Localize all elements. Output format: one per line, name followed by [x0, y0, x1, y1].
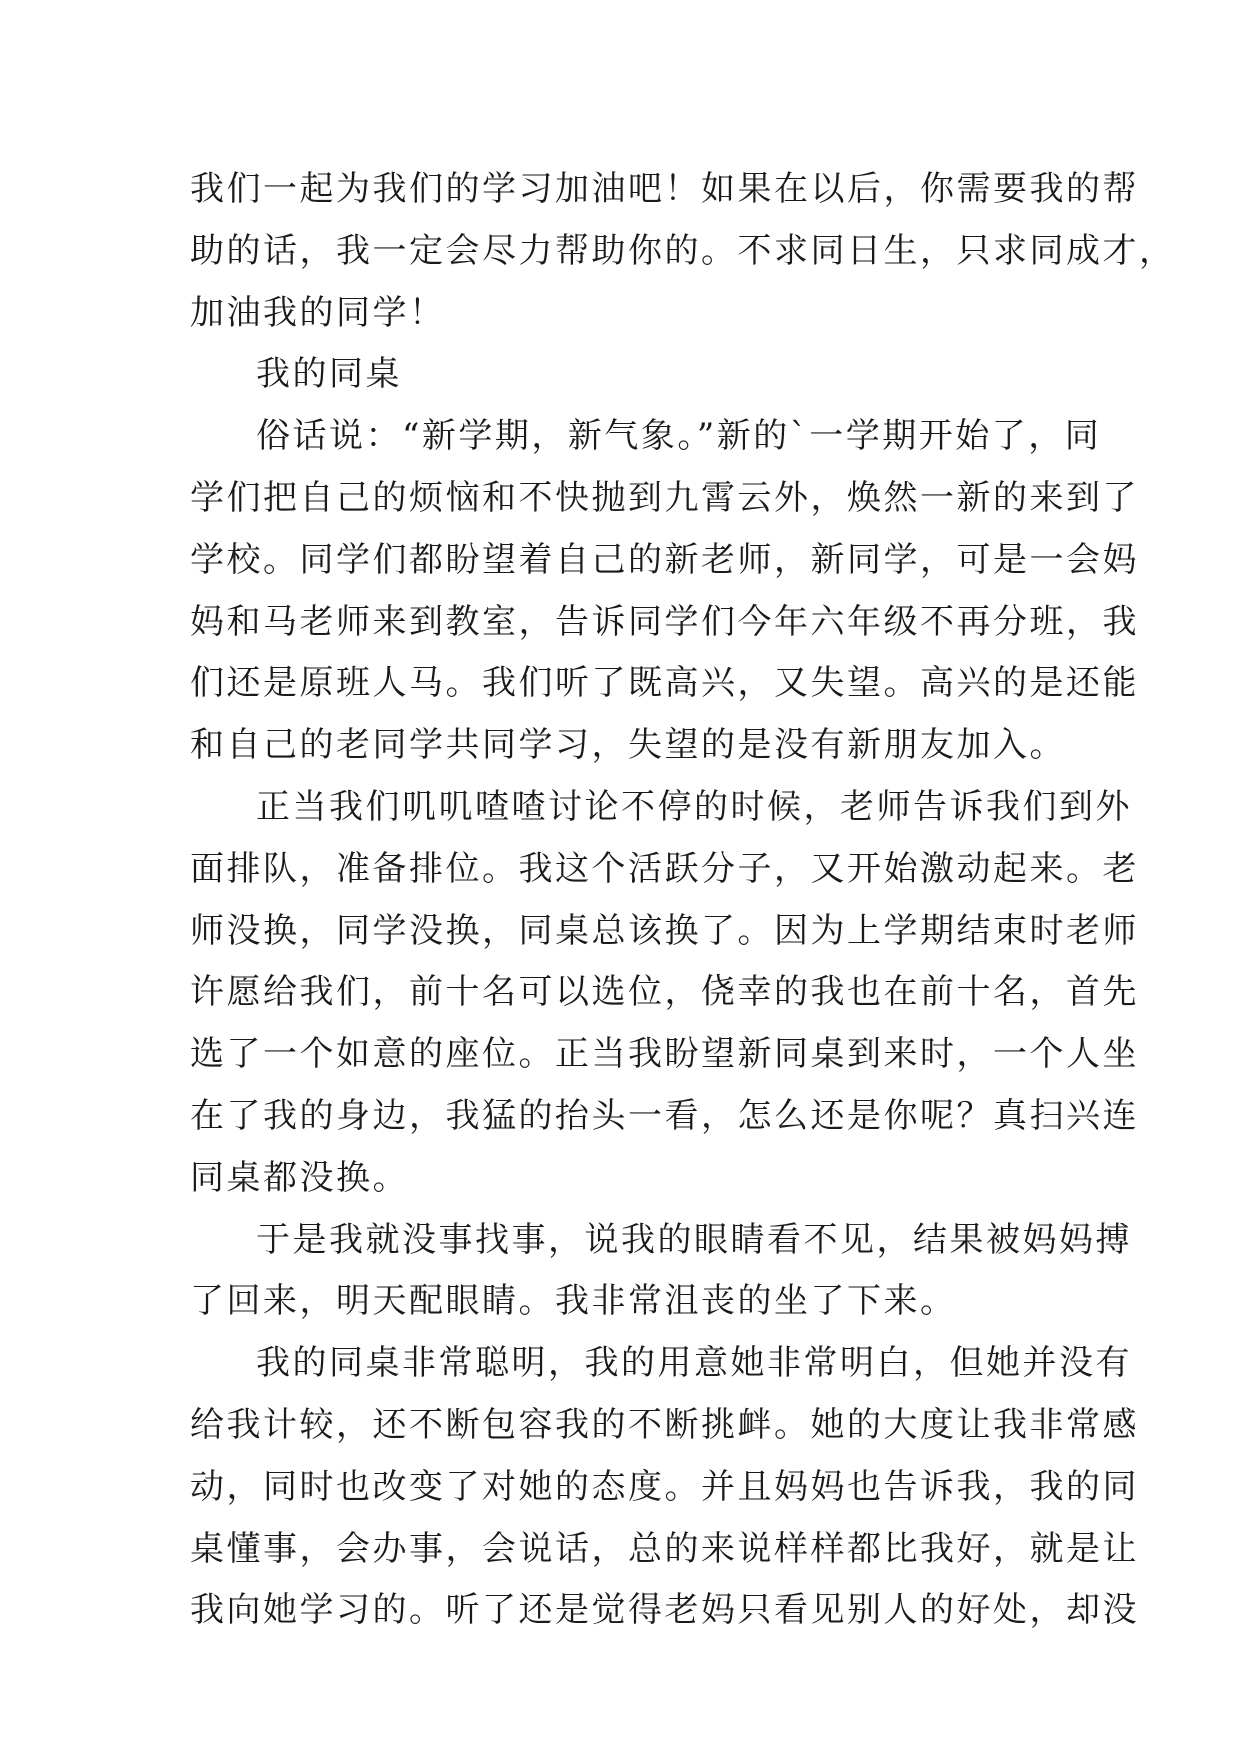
- text-line: 们还是原班人马。我们听了既高兴，又失望。高兴的是还能: [190, 663, 1139, 704]
- text-line: 我向她学习的。听了还是觉得老妈只看见别人的好处，却没: [190, 1590, 1139, 1631]
- text-line: 选了一个如意的座位。正当我盼望新同桌到来时，一个人坐: [190, 1034, 1139, 1075]
- document-body: [190, 159, 1176, 1642]
- text-line: 于是我就没事找事，说我的眼睛看不见，结果被妈妈搏: [256, 1219, 1132, 1260]
- text-line: 面排队，准备排位。我这个活跃分子，又开始激动起来。老: [190, 848, 1139, 889]
- text-line: 学校。同学们都盼望着自己的新老师，新同学，可是一会妈: [190, 539, 1139, 580]
- text-line: 给我计较，还不断包容我的不断挑衅。她的大度让我非常感: [190, 1404, 1139, 1445]
- text-line: 我们一起为我们的学习加油吧！如果在以后，你需要我的帮: [190, 169, 1139, 209]
- text-line: 我的同桌非常聪明，我的用意她非常明白，但她并没有: [256, 1343, 1132, 1384]
- text-line: 师没换，同学没换，同桌总该换了。因为上学期结束时老师: [190, 910, 1139, 951]
- text-line: 俗话说：“新学期，新气象。”新的`一学期开始了，同: [256, 416, 1102, 457]
- text-line: 动，同时也改变了对她的态度。并且妈妈也告诉我，我的同: [190, 1466, 1139, 1507]
- text-line: 同桌都没换。: [190, 1157, 409, 1198]
- text-line: 我的同桌: [256, 354, 402, 395]
- text-line: 加油我的同学！: [190, 292, 446, 333]
- text-line: 助的话，我一定会尽力帮助你的。不求同日生，只求同成才，: [190, 230, 1176, 271]
- text-line: 在了我的身边，我猛的抬头一看，怎么还是你呢？真扫兴连: [190, 1095, 1139, 1136]
- text-line: 了回来，明天配眼睛。我非常沮丧的坐了下来。: [190, 1281, 957, 1322]
- text-line: 正当我们叽叽喳喳讨论不停的时候，老师告诉我们到外: [256, 786, 1132, 827]
- text-line: 学们把自己的烦恼和不快抛到九霄云外，焕然一新的来到了: [190, 477, 1139, 518]
- text-line: 和自己的老同学共同学习，失望的是没有新朋友加入。: [190, 725, 1066, 766]
- text-line: 妈和马老师来到教室，告诉同学们今年六年级不再分班，我: [190, 601, 1139, 642]
- text-line: 桌懂事，会办事，会说话，总的来说样样都比我好，就是让: [190, 1528, 1139, 1569]
- text-line: 许愿给我们，前十名可以选位，侥幸的我也在前十名，首先: [190, 972, 1139, 1013]
